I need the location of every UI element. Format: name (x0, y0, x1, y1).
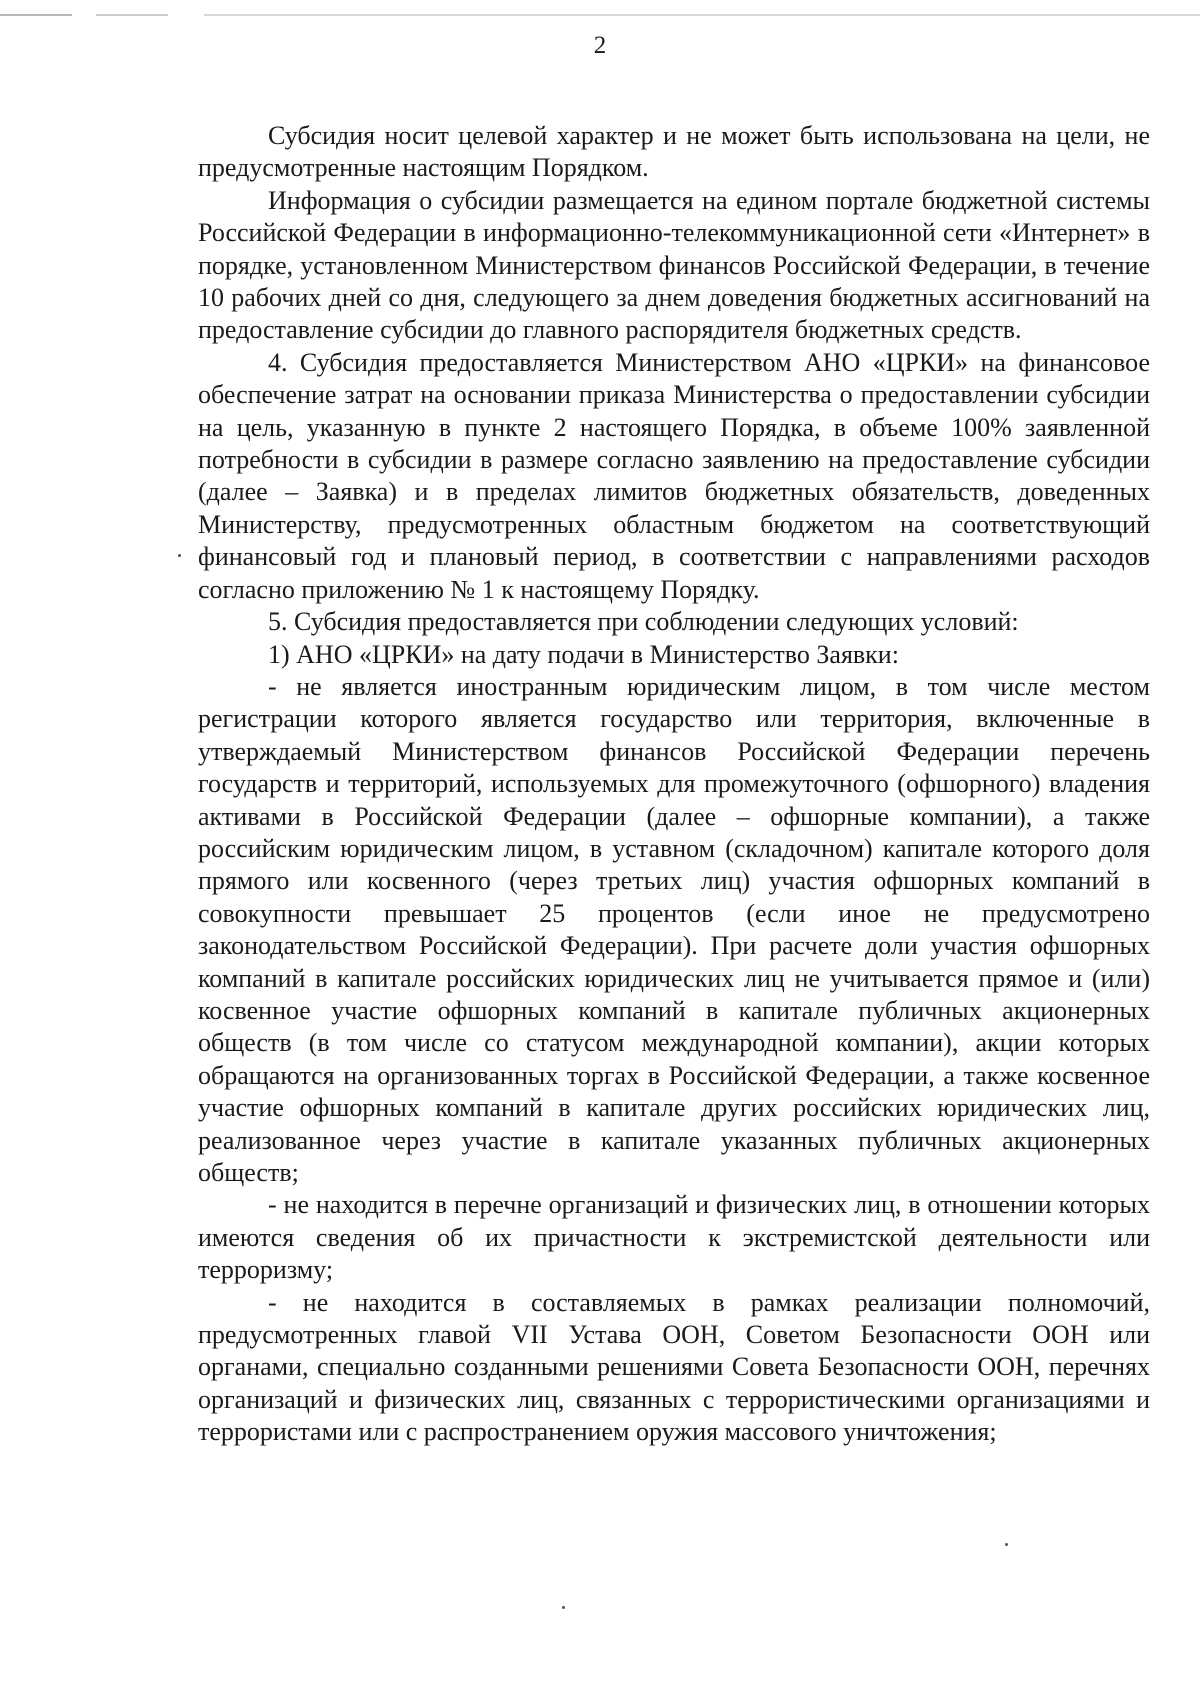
paragraph-item-5: 5. Субсидия предоставляется при соблюдении следующих условий: (268, 607, 1019, 637)
paragraph-subsidy-information: Информация о субсидии размещается на едином портале бюджетной системы Российской Федерации в информационно-телекоммуникационной сети «Интернет» в порядке, установленном Министерством финансов Российской Федерации, в течение 10 рабочих дней со дня, следующего за днем доведения бюджетных ассигнований на предоставление субсидии до главного распорядителя бюджетных средств. (198, 185, 1150, 345)
paragraph-subsidy-purpose: Субсидия носит целевой характер и не может быть использована на цели, не предусмотренные настоящим Порядком. (198, 121, 1150, 183)
paragraph-not-foreign-entity: - не является иностранным юридическим лицом, в том числе местом регистрации которого является государство или территория, включенные в утверждаемый Министерством финансов Российской Федерации перечень государств и территорий, используемых для промежуточного (офшорного) владения активами в Российской Федерации (далее – офшорные компании), а также российским юридическим лицом, в уставном (складочном) капитале которого доля прямого или косвенного (через третьих лиц) участия офшорных компаний в совокупности превышает 25 процентов (если иное не предусмотрено законодательством Российской Федерации). При расчете доли участия офшорных компаний в капитале российских юридических лиц не учитывается прямое и (или) косвенное участие офшорных компаний в капитале публичных акционерных обществ (в том числе со статусом международной компании), акции которых обращаются на организованных торгах в Российской Федерации, а также косвенное участие офшорных компаний в капитале других российских юридических лиц, реализованное через участие в капитале указанных публичных акционерных обществ; (198, 671, 1150, 1187)
scan-edge-line (0, 14, 1200, 16)
scan-speck (178, 554, 181, 557)
scan-speck (1005, 1543, 1008, 1546)
page-number: 2 (593, 32, 607, 59)
paragraph-item-4: 4. Субсидия предоставляется Министерством АНО «ЦРКИ» на финансовое обеспечение затрат на основании приказа Министерства о предоставлении субсидии на цель, указанную в пункте 2 настоящего Порядка, в объеме 100% заявленной потребности в субсидии в размере согласно заявлению на предоставление субсидии (далее – Заявка) и в пределах лимитов бюджетных обязательств, доведенных Министерству, предусмотренных областным бюджетом на соответствующий финансовый год и плановый период, в соответствии с направлениями расходов согласно приложению № 1 к настоящему Порядку. (198, 347, 1150, 604)
paragraph-not-extremist-list: - не находится в перечне организаций и физических лиц, в отношении которых имеются сведения об их причастности к экстремистской деятельности или терроризму; (198, 1190, 1150, 1285)
paragraph-not-un-list: - не находится в составляемых в рамках реализации полномочий, предусмотренных главой VII Устава ООН, Советом Безопасности ООН или органами, специально созданными решениями Совета Безопасности ООН, перечнях организаций и физических лиц, связанных с террористическими организациями и террористами или с распространением оружия массового уничтожения; (198, 1287, 1150, 1447)
scan-speck (562, 1606, 565, 1609)
document-body (198, 120, 1150, 1449)
paragraph-condition-1: 1) АНО «ЦРКИ» на дату подачи в Министерство Заявки: (268, 639, 899, 669)
